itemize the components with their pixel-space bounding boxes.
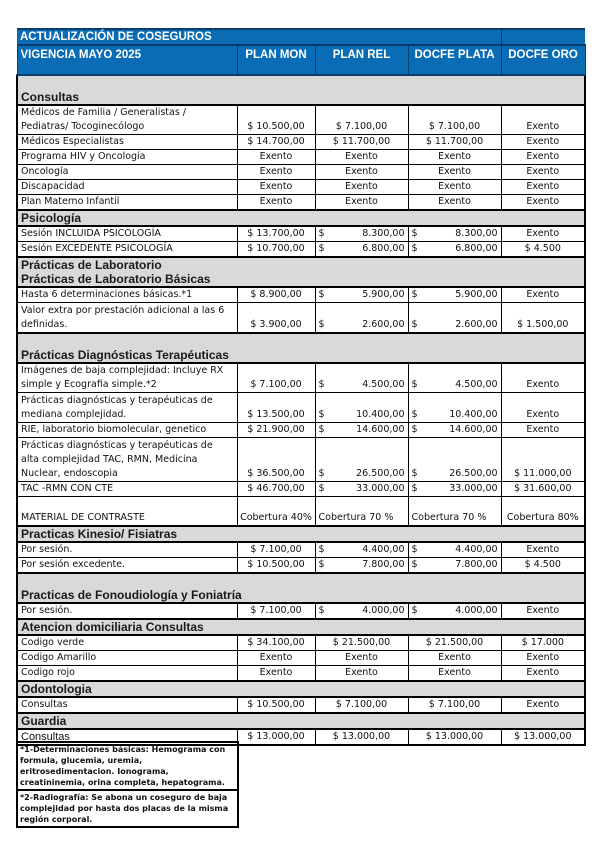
value-docfe-oro: Exento [501,697,585,713]
row-label: Médicos de Familia / Generalistas / Pediatras/ Tocoginecólogo [17,105,237,135]
value-docfe-oro: $ 1.500,00 [501,303,585,333]
value-plan-mon: $ 10.500,00 [237,697,315,713]
value-docfe-plata: $ 13.000,00 [408,729,501,745]
value-docfe-plata: $ 4.000,00 [408,603,501,619]
currency-symbol: $ [411,409,418,420]
currency-symbol: $ [411,228,418,239]
value-docfe-oro: Exento [501,180,585,195]
row-label: Sesión EXCEDENTE PSICOLOGÍA [17,242,237,258]
value-docfe-oro: $ 11.000,00 [501,438,585,482]
currency-symbol: $ [318,604,325,616]
value-docfe-plata: $ 6.800,00 [408,242,501,258]
value-docfe-oro: Exento [501,665,585,681]
table-row [17,650,585,665]
currency-symbol: $ [411,289,418,300]
value-plan-mon: $ 36.500,00 [237,438,315,482]
page-title: ACTUALIZACIÓN DE COSEGUROS [17,29,501,45]
row-label: Codigo Amarillo [17,650,237,665]
value-docfe-oro: Cobertura 80% [501,497,585,526]
value-plan-rel: $ 4.400,00 [315,542,408,558]
value-plan-rel: Exento [315,150,408,165]
section-title [17,257,585,287]
column-header-row [17,45,585,75]
value-docfe-plata: $ 14.600,00 [408,423,501,438]
row-label: Prácticas diagnósticas y terapéuticas de alta complejidad TAC, RMN, Medicina Nuclear, endoscopia [17,438,237,482]
row-label: Prácticas diagnósticas y terapéuticas de mediana complejidad. [17,393,237,423]
value-plan-mon: Exento [237,165,315,180]
section-title: Practicas Kinesio/ Fisiatras [17,526,585,542]
row-label: Sesión INCLUIDA PSICOLOGÍA [17,226,237,242]
value-docfe-plata: $ 8.300,00 [408,226,501,242]
value-docfe-plata: Exento [408,195,501,211]
currency-symbol: $ [318,409,325,420]
value-docfe-oro: $ 4.500 [501,557,585,573]
value-docfe-oro: Exento [501,542,585,558]
section-atencion-domiciliaria [17,619,585,635]
section-title: Psicología [17,210,585,226]
value-plan-mon: Exento [237,150,315,165]
value-docfe-plata: Exento [408,180,501,195]
currency-symbol: $ [318,243,325,254]
table-row [17,135,585,150]
currency-symbol: $ [318,483,325,494]
value-plan-mon: $ 14.700,00 [237,135,315,150]
value-plan-mon: Exento [237,195,315,211]
value-plan-mon: $ 46.700,00 [237,482,315,497]
value-plan-mon: Exento [237,665,315,681]
table-row [17,105,585,135]
value-docfe-plata: Cobertura 70 % [408,497,501,526]
value-docfe-oro: Exento [501,603,585,619]
row-label: Plan Materno Infantil [17,195,237,211]
table-row [17,393,585,423]
value-docfe-oro: $ 4.500 [501,242,585,258]
value-docfe-plata: $ 10.400,00 [408,393,501,423]
value-plan-mon: $ 13.700,00 [237,226,315,242]
subtitle: VIGENCIA MAYO 2025 [17,45,237,75]
value-docfe-plata: $ 33.000,00 [408,482,501,497]
table-row [17,557,585,573]
section-title: Prácticas Diagnósticas Terapéuticas [17,333,585,363]
value-plan-mon: $ 10.500,00 [237,557,315,573]
table-row [17,497,585,526]
value-docfe-oro: Exento [501,150,585,165]
value-docfe-plata: Exento [408,650,501,665]
row-label: Codigo verde [17,635,237,651]
value-docfe-plata: $ 2.600,00 [408,303,501,333]
value-docfe-oro: Exento [501,226,585,242]
value-plan-mon: Exento [237,180,315,195]
section-title: Guardia [17,713,585,729]
table-row [17,195,585,211]
value-plan-rel: Exento [315,665,408,681]
value-docfe-plata: $ 7.800,00 [408,557,501,573]
column-header-plan-rel: PLAN REL [315,45,408,75]
section-psicologia [17,210,585,226]
title-row-filler [501,29,585,45]
value-docfe-plata: Exento [408,150,501,165]
column-header-plan-mon: PLAN MON [237,45,315,75]
value-docfe-oro: Exento [501,423,585,438]
row-label: Discapacidad [17,180,237,195]
value-plan-mon: $ 10.700,00 [237,242,315,258]
row-label: TAC -RMN CON CTE [17,482,237,497]
value-plan-rel: $ 13.000,00 [315,729,408,745]
value-docfe-plata: $ 26.500,00 [408,438,501,482]
value-docfe-oro: Exento [501,393,585,423]
value-plan-mon: $ 8.900,00 [237,287,315,303]
table-row [17,180,585,195]
value-plan-mon: $ 3.900,00 [237,303,315,333]
section-consultas [17,75,585,105]
currency-symbol: $ [411,558,418,570]
value-plan-mon: $ 7.100,00 [237,542,315,558]
value-plan-rel: $ 4.500,00 [315,363,408,393]
currency-symbol: $ [318,318,325,330]
row-label: Médicos Especialistas [17,135,237,150]
value-plan-rel: $ 6.800,00 [315,242,408,258]
value-plan-rel: $ 10.400,00 [315,393,408,423]
section-title: Odontologia [17,681,585,697]
table-row [17,697,585,713]
value-docfe-plata: $ 21.500,00 [408,635,501,651]
value-plan-rel: $ 21.500,00 [315,635,408,651]
currency-symbol: $ [411,468,418,479]
value-docfe-plata: Exento [408,665,501,681]
value-docfe-oro: Exento [501,105,585,135]
section-kinesio [17,526,585,542]
currency-symbol: $ [318,424,325,435]
table-row [17,242,585,258]
value-docfe-oro: Exento [501,650,585,665]
section-title-line2: Prácticas de Laboratorio Básicas [21,272,211,286]
row-label: Consultas [17,697,237,713]
table-row [17,226,585,242]
currency-symbol: $ [411,483,418,494]
value-plan-rel: Exento [315,165,408,180]
coseguros-sheet [16,28,584,746]
value-docfe-oro: Exento [501,195,585,211]
value-docfe-plata: Exento [408,165,501,180]
value-plan-rel: $ 8.300,00 [315,226,408,242]
value-docfe-oro: Exento [501,135,585,150]
value-docfe-oro: Exento [501,165,585,180]
value-plan-mon: $ 13.000,00 [237,729,315,745]
row-label: Hasta 6 determinaciones básicas.*1 [17,287,237,303]
row-label: Oncología [17,165,237,180]
value-plan-mon: $ 7.100,00 [237,363,315,393]
table-row [17,150,585,165]
currency-symbol: $ [411,379,418,390]
value-plan-rel: Exento [315,650,408,665]
value-plan-rel: $ 7.100,00 [315,697,408,713]
section-laboratorio [17,257,585,287]
value-docfe-plata: $ 4.500,00 [408,363,501,393]
value-plan-rel: Cobertura 70 % [315,497,408,526]
section-title: Consultas [17,75,585,105]
table-row [17,482,585,497]
value-docfe-oro: Exento [501,363,585,393]
value-plan-rel: $ 7.800,00 [315,557,408,573]
section-title: Atencion domiciliaria Consultas [17,619,585,635]
currency-symbol: $ [318,543,325,555]
currency-symbol: $ [318,228,325,239]
value-docfe-plata: $ 7.100,00 [408,105,501,135]
table-row [17,635,585,651]
table-row [17,438,585,482]
currency-symbol: $ [318,468,325,479]
value-docfe-oro: Exento [501,287,585,303]
footnote-1: *1-Determinaciones básicas: Hemograma con formula, glucemia, uremia, eritrosedimentacion. Ionograma, creatininemia, orina completa, hepatograma. [20,745,226,787]
row-label: MATERIAL DE CONTRASTE [17,497,237,526]
currency-symbol: $ [411,604,418,616]
row-label: Programa HIV y Oncología [17,150,237,165]
section-fonoaudiologia [17,573,585,603]
currency-symbol: $ [411,243,418,254]
row-label: Valor extra por prestación adicional a las 6 definidas. [17,303,237,333]
table-row [17,665,585,681]
table-row [17,303,585,333]
row-label: Imágenes de baja complejidad: Incluye RX simple y Ecografia simple.*2 [17,363,237,393]
value-plan-mon: $ 21.900,00 [237,423,315,438]
row-label: Por sesión excedente. [17,557,237,573]
value-plan-mon: $ 34.100,00 [237,635,315,651]
value-docfe-oro: $ 13.000,00 [501,729,585,745]
table-row [17,603,585,619]
value-plan-rel: $ 4.000,00 [315,603,408,619]
column-header-docfe-oro: DOCFE ORO [501,45,585,75]
currency-symbol: $ [411,543,418,555]
currency-symbol: $ [318,558,325,570]
value-plan-rel: $ 26.500,00 [315,438,408,482]
row-label: Consultas [17,729,237,745]
value-plan-rel: $ 14.600,00 [315,423,408,438]
value-docfe-plata: $ 7.100,00 [408,697,501,713]
value-plan-rel: $ 11.700,00 [315,135,408,150]
currency-symbol: $ [318,379,325,390]
value-docfe-plata: $ 4.400,00 [408,542,501,558]
value-plan-mon: $ 13.500,00 [237,393,315,423]
row-label: Por sesión. [17,542,237,558]
table-row [17,287,585,303]
currency-symbol: $ [411,318,418,330]
section-diagnosticas [17,333,585,363]
section-title-line1: Prácticas de Laboratorio [21,258,162,272]
value-plan-mon: $ 10.500,00 [237,105,315,135]
value-docfe-oro: $ 31.600,00 [501,482,585,497]
footnote-2: *2-Radiografía: Se abona un coseguro de baja complejidad por hasta dos placas de la misma región corporal. [18,789,237,826]
value-docfe-plata: $ 5.900,00 [408,287,501,303]
currency-symbol: $ [411,424,418,435]
section-title: Practicas de Fonoudiología y Foniatría [17,573,585,603]
footnotes-box [16,741,239,828]
value-plan-mon: Exento [237,650,315,665]
row-label: Por sesión. [17,603,237,619]
currency-symbol: $ [318,289,325,300]
value-plan-mon: $ 7.100,00 [237,603,315,619]
title-row [17,29,585,45]
table-row [17,165,585,180]
value-plan-rel: $ 5.900,00 [315,287,408,303]
value-plan-mon: Cobertura 40% [237,497,315,526]
value-plan-rel: Exento [315,180,408,195]
value-plan-rel: Exento [315,195,408,211]
column-header-docfe-plata: DOCFE PLATA [408,45,501,75]
table-row [17,423,585,438]
value-docfe-oro: $ 17.000 [501,635,585,651]
value-docfe-plata: $ 11.700,00 [408,135,501,150]
value-plan-rel: $ 7.100,00 [315,105,408,135]
table-row [17,363,585,393]
coseguros-table [16,28,586,746]
section-odontologia [17,681,585,697]
table-row [17,542,585,558]
row-label: RIE, laboratorio biomolecular, genetico [17,423,237,438]
section-guardia [17,713,585,729]
value-plan-rel: $ 33.000,00 [315,482,408,497]
row-label: Codigo rojo [17,665,237,681]
value-plan-rel: $ 2.600,00 [315,303,408,333]
